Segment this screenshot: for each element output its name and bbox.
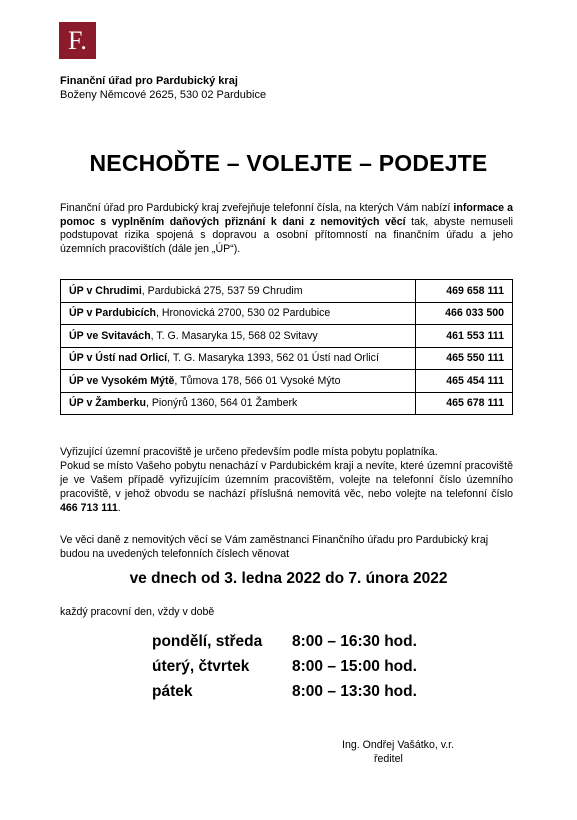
workplace-line-1: Vyřizující územní pracoviště je určeno především podle místa pobytu poplatníka. — [60, 446, 438, 458]
workplace-paragraph — [60, 445, 513, 515]
schedule-row — [152, 629, 417, 654]
workplace-text-body: Pokud se místo Vašeho pobytu nenachází v Pardubickém kraji a nevíte, které územní pracoviště je ve Vašem případě vyřizujícím územním pracovištěm, volejte na telefonní číslo územního pracoviště, v jehož obvodu se nachází příslušná nemovitá věc, nebo volejte na telefonní číslo — [60, 460, 513, 500]
every-day-note: každý pracovní den, vždy v době — [60, 606, 215, 618]
table-row — [61, 370, 513, 393]
office-phone: 465 550 111 — [416, 347, 513, 370]
signatory-name: Ing. Ondřej Vašátko, v.r. — [342, 739, 455, 751]
office-name-label: ÚP ve Svitavách — [69, 329, 151, 342]
office-cell — [61, 370, 416, 393]
schedule-hours: 8:00 – 13:30 hod. — [292, 683, 417, 700]
office-address-label: , Tůmova 178, 566 01 Vysoké Mýto — [174, 374, 341, 387]
table-row — [61, 392, 513, 415]
office-name-label: ÚP v Žamberku — [69, 397, 146, 410]
intro-text-1: Finanční úřad pro Pardubický kraj zveřejňuje telefonní čísla, na kterých Vám nabízí — [60, 202, 454, 214]
table-row — [61, 347, 513, 370]
office-logo: F. — [59, 22, 96, 59]
schedule-days: úterý, čtvrtek — [152, 658, 250, 675]
central-phone: 466 713 111 — [60, 502, 118, 514]
workplace-text-end: . — [117, 502, 121, 514]
office-address-label: , T. G. Masaryka 15, 568 02 Svitavy — [150, 329, 318, 342]
offices-table — [60, 279, 513, 415]
office-name: Finanční úřad pro Pardubický kraj — [60, 75, 238, 87]
office-cell — [61, 302, 416, 325]
office-cell — [61, 280, 416, 303]
schedule-days: pondělí, středa — [152, 633, 263, 650]
schedule-hours: 8:00 – 16:30 hod. — [292, 633, 417, 650]
availability-paragraph: Ve věci daně z nemovitých věcí se Vám zaměstnanci Finančního úřadu pro Pardubický kraj budou na uvedených telefonních číslech věnovat — [60, 534, 489, 560]
office-phone: 469 658 111 — [416, 280, 513, 303]
office-cell — [61, 325, 416, 348]
office-address-label: , Hronovická 2700, 530 02 Pardubice — [155, 307, 331, 320]
office-phone: 461 553 111 — [416, 325, 513, 348]
opening-hours — [152, 629, 417, 704]
schedule-days: pátek — [152, 683, 193, 700]
schedule-hours: 8:00 – 15:00 hod. — [292, 658, 417, 675]
table-row — [61, 325, 513, 348]
date-range: ve dnech od 3. ledna 2022 do 7. února 2022 — [129, 570, 448, 587]
office-name-label: ÚP v Chrudimi — [69, 284, 142, 297]
intro-paragraph — [60, 202, 513, 256]
intro-text-2: tak, abyste nemuseli podstupovat rizika spojená s dopravou a osobní přítomností na finančním úřadu a jeho územních pracovištích (dále jen „ÚP“). — [60, 215, 513, 255]
office-name-label: ÚP ve Vysokém Mýtě — [69, 374, 175, 387]
office-cell — [61, 347, 416, 370]
office-cell — [61, 392, 416, 415]
table-row — [61, 280, 513, 303]
intro-text-bold: informace a pomoc s vyplněním daňových přiznání k dani z nemovitých věcí — [60, 202, 513, 228]
table-row — [61, 302, 513, 325]
office-address-label: , Pionýrů 1360, 564 01 Žamberk — [145, 397, 298, 410]
schedule-row — [152, 654, 417, 679]
office-name-label: ÚP v Pardubicích — [69, 307, 156, 320]
office-address-label: , T. G. Masaryka 1393, 562 01 Ústí nad Orlicí — [167, 352, 379, 365]
office-name-label: ÚP v Ústí nad Orlicí — [69, 352, 168, 365]
workplace-text — [60, 459, 513, 515]
office-address: Boženy Němcové 2625, 530 02 Pardubice — [60, 89, 267, 101]
signature-block — [342, 738, 454, 766]
page-title: NECHOĎTE – VOLEJTE – PODEJTE — [89, 150, 488, 176]
signatory-role: ředitel — [374, 753, 403, 765]
office-phone: 465 454 111 — [416, 370, 513, 393]
schedule-row — [152, 679, 417, 704]
office-phone: 466 033 500 — [416, 302, 513, 325]
office-phone: 465 678 111 — [416, 392, 513, 415]
office-address-label: , Pardubická 275, 537 59 Chrudim — [141, 284, 303, 297]
